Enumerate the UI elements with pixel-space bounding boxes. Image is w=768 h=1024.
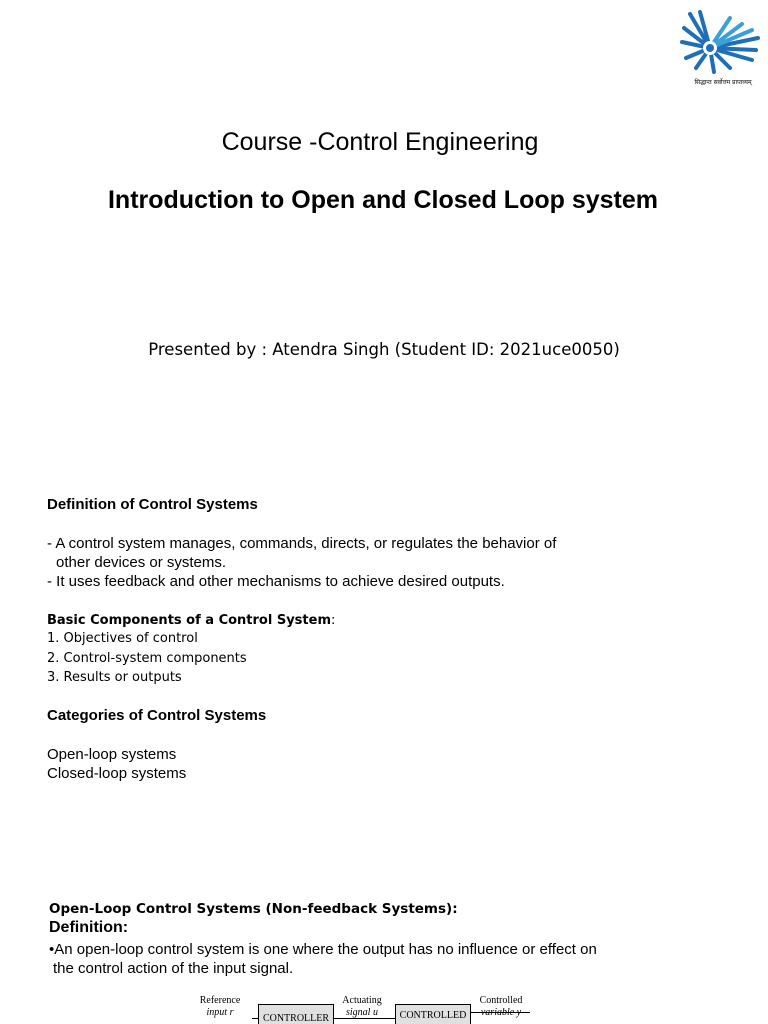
- components-colon: :: [331, 613, 336, 628]
- components-list: [47, 629, 247, 688]
- list-item: 1. Objectives of control: [47, 631, 198, 646]
- open-loop-definition-text: [49, 940, 689, 978]
- controlled-block: CONTROLLED: [395, 1004, 471, 1024]
- list-item: 3. Results or outputs: [47, 670, 182, 685]
- presentation-title: Introduction to Open and Closed Loop system: [107, 186, 658, 214]
- components-heading: Basic Components of a Control System: [47, 613, 331, 628]
- definition-line-1b: other devices or systems.: [56, 554, 227, 571]
- actuating-signal-label: Actuating signal u: [342, 995, 382, 1018]
- open-loop-heading: Open-Loop Control Systems (Non-feedback Systems):: [49, 901, 458, 917]
- categories-list: [47, 745, 186, 783]
- list-item: Closed-loop systems: [47, 765, 187, 782]
- open-loop-block-diagram: [190, 990, 550, 1024]
- categories-heading: Categories of Control Systems: [47, 707, 267, 724]
- open-loop-line-2: the control action of the input signal.: [53, 960, 294, 977]
- definition-text: [47, 534, 647, 591]
- definition-line-2: - It uses feedback and other mechanisms to achieve desired outputs.: [47, 573, 505, 590]
- logo-caption: सिद्धान्त सर्वोत्तम प्राप्तव्यम्: [694, 79, 752, 86]
- definition-heading: Definition of Control Systems: [47, 496, 258, 513]
- presenter-line: Presented by : Atendra Singh (Student ID: 2021uce0050): [148, 340, 620, 359]
- course-title: Course -Control Engineering: [221, 128, 539, 156]
- open-loop-definition-label: Definition:: [49, 919, 129, 936]
- reference-input-label: Reference input r: [199, 995, 241, 1018]
- components-heading-row: [47, 611, 335, 631]
- list-item: Open-loop systems: [47, 746, 177, 763]
- open-loop-line-1: •An open-loop control system is one where the output has no influence or effect on: [49, 941, 597, 958]
- list-item: 2. Control-system components: [47, 650, 247, 666]
- controller-block: CONTROLLER: [258, 1004, 334, 1024]
- controlled-variable-label: Controlled variable y: [479, 995, 523, 1018]
- definition-line-1a: - A control system manages, commands, directs, or regulates the behavior of: [47, 535, 557, 552]
